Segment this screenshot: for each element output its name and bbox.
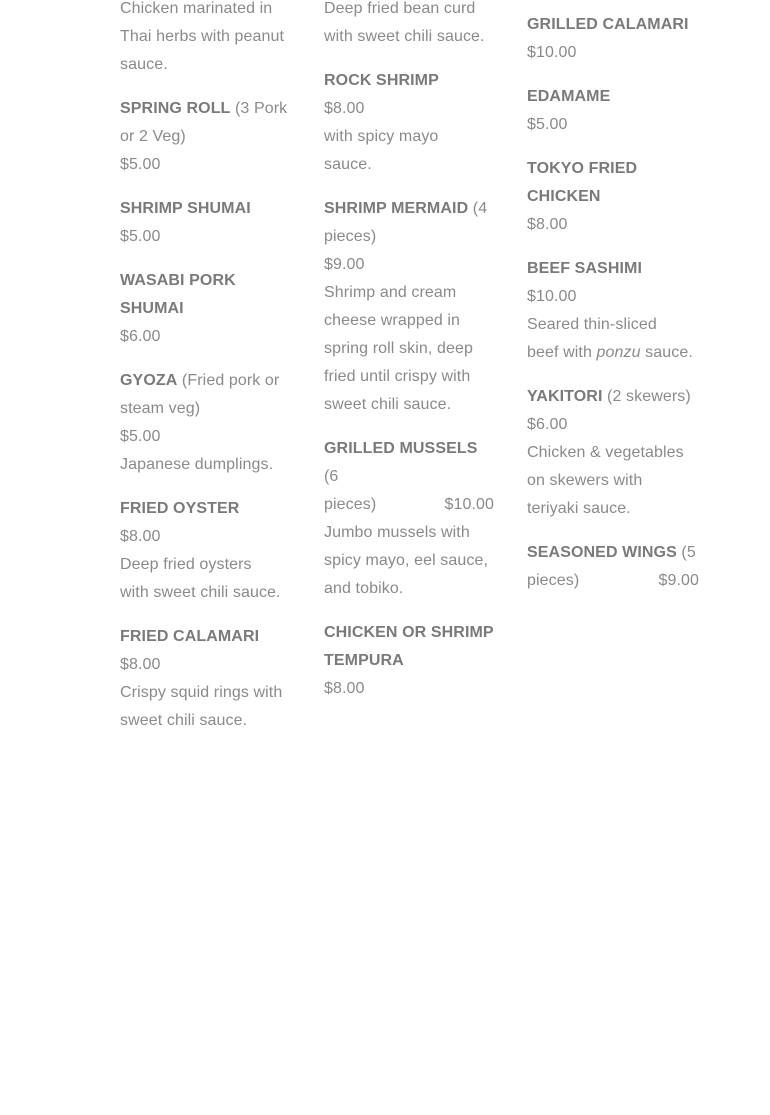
- item-description: beef with ponzu sauce.: [527, 344, 693, 361]
- item-description: on skewers with: [527, 472, 643, 489]
- item-description: sauce.: [324, 156, 372, 173]
- item-price: $8.00: [120, 528, 161, 545]
- menu-item-wasabi-pork-shumai: [120, 267, 292, 351]
- item-price: $8.00: [324, 100, 365, 117]
- item-price: $8.00: [527, 216, 568, 233]
- item-description: cheese wrapped in: [324, 312, 461, 329]
- menu-item-gyoza: [120, 367, 292, 479]
- item-price: $5.00: [120, 228, 161, 245]
- item-name: SHRIMP MERMAID: [324, 200, 469, 217]
- item-price: $8.00: [324, 680, 365, 697]
- item-description-emphasis: ponzu: [596, 344, 641, 361]
- item-description: with sweet chili sauce.: [120, 584, 281, 601]
- item-note: (6: [324, 468, 339, 485]
- item-name: CHICKEN OR SHRIMP: [324, 624, 494, 641]
- item-price: $5.00: [120, 156, 161, 173]
- item-price: $9.00: [324, 256, 365, 273]
- item-description: Deep fried bean curd: [324, 0, 476, 17]
- item-description: with spicy mayo: [324, 128, 439, 145]
- item-note: pieces): [324, 496, 377, 513]
- item-price: $10.00: [527, 288, 577, 305]
- item-description: Shrimp and cream: [324, 284, 457, 301]
- item-name: TOKYO FRIED: [527, 160, 638, 177]
- item-price: $10.00: [527, 44, 577, 61]
- item-price: $6.00: [120, 328, 161, 345]
- item-description: sauce.: [120, 56, 168, 73]
- item-description: spring roll skin, deep: [324, 340, 473, 357]
- item-price: $9.00: [658, 572, 699, 589]
- item-description: and tobiko.: [324, 580, 404, 597]
- item-description: Chicken marinated in: [120, 0, 273, 17]
- menu-item-beef-sashimi: [527, 255, 699, 367]
- item-note: steam veg): [120, 400, 201, 417]
- item-name: EDAMAME: [527, 88, 611, 105]
- item-price: $5.00: [527, 116, 568, 133]
- menu-item-shrimp-mermaid: [324, 195, 494, 419]
- menu-item-tokyo-fried-chicken: [527, 155, 699, 239]
- item-note: (2 skewers): [602, 388, 691, 405]
- item-description: spicy mayo, eel sauce,: [324, 552, 489, 569]
- menu-column-2: [324, 0, 494, 719]
- item-price: $8.00: [120, 656, 161, 673]
- menu-item-seasoned-wings: [527, 539, 699, 595]
- item-note: (5: [676, 544, 696, 561]
- item-name: TEMPURA: [324, 652, 404, 669]
- menu-item-shrimp-shumai: [120, 195, 292, 251]
- item-note: pieces): [527, 572, 580, 589]
- item-description: teriyaki sauce.: [527, 500, 631, 517]
- item-note: (3 Pork: [230, 100, 288, 117]
- item-name: SHRIMP SHUMAI: [120, 200, 251, 217]
- item-price: $10.00: [444, 496, 494, 513]
- item-name: FRIED CALAMARI: [120, 628, 260, 645]
- menu-item-yakitori: [527, 383, 699, 523]
- item-description: sweet chili sauce.: [120, 712, 248, 729]
- item-note: or 2 Veg): [120, 128, 186, 145]
- item-description: Deep fried oysters: [120, 556, 252, 573]
- item-name: CHICKEN: [527, 188, 601, 205]
- item-description: Jumbo mussels with: [324, 524, 470, 541]
- menu-item-tofu: [324, 0, 494, 51]
- menu-item-spring-roll: [120, 95, 292, 179]
- item-name: SEASONED WINGS: [527, 544, 677, 561]
- menu-item-satay: [120, 0, 292, 79]
- item-description: Thai herbs with peanut: [120, 28, 285, 45]
- item-price: $6.00: [527, 416, 568, 433]
- item-price: $5.00: [120, 428, 161, 445]
- menu-column-1: [120, 0, 292, 751]
- item-description: Seared thin-sliced: [527, 316, 657, 333]
- item-description: fried until crispy with: [324, 368, 471, 385]
- item-name: BEEF SASHIMI: [527, 260, 642, 277]
- menu-item-grilled-mussels: [324, 435, 494, 603]
- menu-item-tempura: [324, 619, 494, 703]
- menu-item-fried-calamari: [120, 623, 292, 735]
- item-name: GRILLED MUSSELS: [324, 440, 478, 457]
- item-name: WASABI PORK: [120, 272, 236, 289]
- item-description: Crispy squid rings with: [120, 684, 283, 701]
- menu-column-3: [527, 11, 699, 611]
- item-name: GRILLED CALAMARI: [527, 16, 689, 33]
- item-name: ROCK SHRIMP: [324, 72, 439, 89]
- menu-item-grilled-calamari: [527, 11, 699, 67]
- item-name: SPRING ROLL: [120, 100, 231, 117]
- item-description: with sweet chili sauce.: [324, 28, 485, 45]
- menu-item-rock-shrimp: [324, 67, 494, 179]
- item-name: FRIED OYSTER: [120, 500, 240, 517]
- item-description: Japanese dumplings.: [120, 456, 274, 473]
- item-description: Chicken & vegetables: [527, 444, 684, 461]
- menu-item-edamame: [527, 83, 699, 139]
- item-name: YAKITORI: [527, 388, 603, 405]
- item-name: SHUMAI: [120, 300, 184, 317]
- item-note: (Fried pork or: [177, 372, 280, 389]
- menu-item-fried-oyster: [120, 495, 292, 607]
- item-note: pieces): [324, 228, 377, 245]
- item-note: (4: [468, 200, 488, 217]
- item-name: GYOZA: [120, 372, 178, 389]
- item-description: sweet chili sauce.: [324, 396, 452, 413]
